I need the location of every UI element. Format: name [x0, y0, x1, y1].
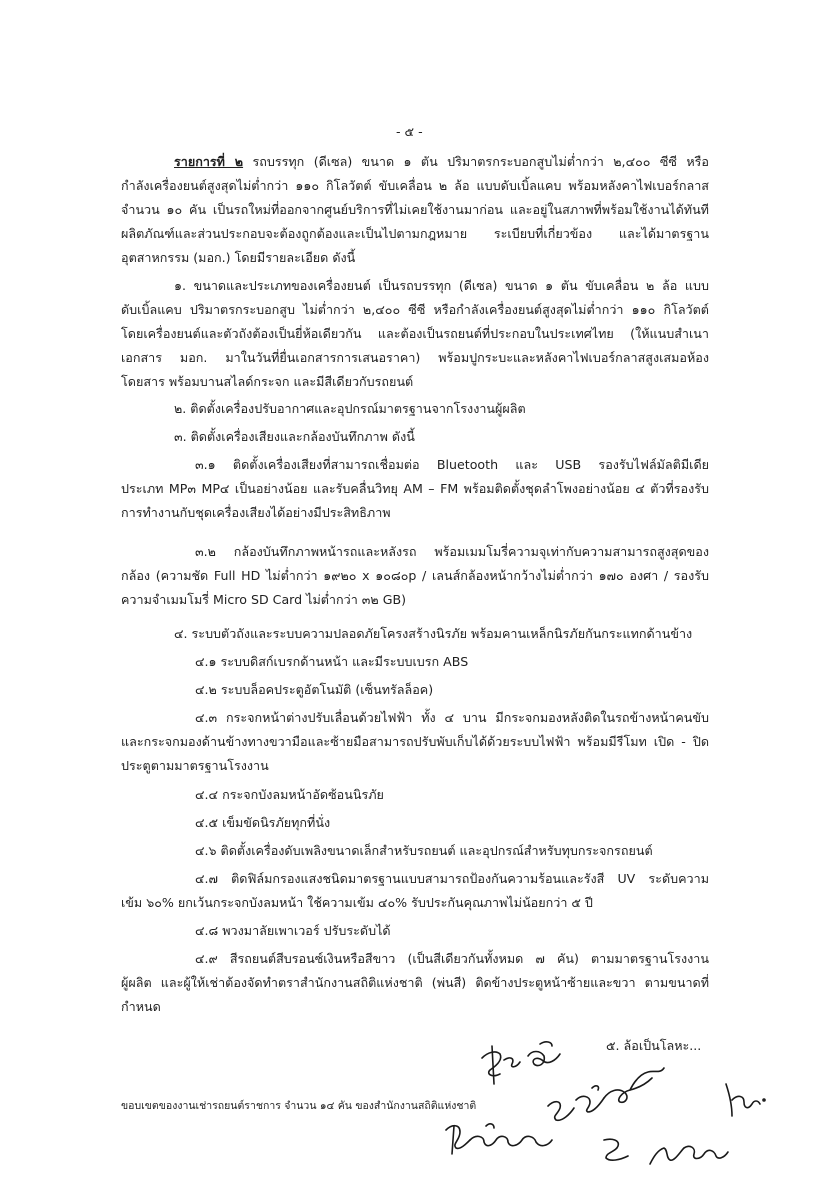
spec-4-7-line: เข้ม ๖๐% ยกเว้นกระจกบังลมหน้า ใช้ความเข้ม ๔๐% รับประกันคุณภาพไม่น้อยกว่า ๕ ปี [121, 895, 593, 910]
spec-1-line: ๑. ขนาดและประเภทของเครื่องยนต์ เป็นรถบรรทุก (ดีเซล) ขนาด ๑ ตัน ขับเคลื่อน ๒ ล้อ แบบ [174, 278, 709, 293]
spec-3-2-line: กล้อง (ความชัด Full HD ไม่ต่ำกว่า ๑๙๒๐ x ๑๐๘๐p / เลนส์กล้องหน้ากว้างไม่ต่ำกว่า ๑๗๐ องศา / รองรับ [121, 568, 709, 583]
spec-3-2-line: ความจำเมมโมรี่ Micro SD Card ไม่ต่ำกว่า ๓๒ GB) [121, 592, 407, 607]
spec-3-1-line: การทำงานกับชุดเครื่องเสียงได้อย่างมีประสิทธิภาพ [121, 505, 391, 520]
spec-4-6: ๔.๖ ติดตั้งเครื่องดับเพลิงขนาดเล็กสำหรับรถยนต์ และอุปกรณ์สำหรับทุบกระจกรถยนต์ [195, 843, 653, 858]
footer-text: ขอบเขตของงานเช่ารถยนต์ราชการ จำนวน ๑๔ คัน ของสำนักงานสถิติแห่งชาติ [121, 1100, 477, 1112]
spec-4-9-line: ๔.๙ สีรถยนต์สีบรอนซ์เงินหรือสีขาว (เป็นสีเดียวกันทั้งหมด ๗ คัน) ตามมาตรฐานโรงงาน [195, 951, 709, 966]
spec-4-7-line: ๔.๗ ติดฟิล์มกรองแสงชนิดมาตรฐานแบบสามารถป้องกันความร้อนและรังสี UV ระดับความ [195, 871, 709, 886]
spec-4-8: ๔.๘ พวงมาลัยเพาเวอร์ ปรับระดับได้ [195, 923, 391, 938]
spec-1-line: ดับเบิ้ลแคบ ปริมาตรกระบอกสูบ ไม่ต่ำกว่า ๒,๔๐๐ ซีซี หรือกำลังเครื่องยนต์สูงสุดไม่ต่ำกว่า ๑๑๐ กิโลวัตต์ [121, 302, 709, 317]
item-intro-line: ผลิตภัณฑ์และส่วนประกอบจะต้องถูกต้องและเป็นไปตามกฎหมาย ระเบียบที่เกี่ยวข้อง และได้มาตรฐาน [121, 226, 709, 241]
spec-4-1: ๔.๑ ระบบดิสก์เบรกด้านหน้า และมีระบบเบรก ABS [195, 654, 469, 669]
item-intro-line: จำนวน ๑๐ คัน เป็นรถใหม่ที่ออกจากศูนย์บริการที่ไม่เคยใช้งานมาก่อน และอยู่ในสภาพที่พร้อมใช้งานได้ทันที [121, 202, 709, 217]
spec-3-1-line: ประเภท MP๓ MP๔ เป็นอย่างน้อย และรับคลื่นวิทยุ AM – FM พร้อมติดตั้งชุดลำโพงอย่างน้อย ๔ ตัวที่รองรับ [121, 481, 709, 496]
item-intro-line: อุตสาหกรรม (มอก.) โดยมีรายละเอียด ดังนี้ [121, 250, 356, 265]
spec-3-1-line: ๓.๑ ติดตั้งเครื่องเสียงที่สามารถเชื่อมต่อ Bluetooth และ USB รองรับไฟล์มัลติมีเดีย [195, 457, 709, 472]
item-intro-first-line: รถบรรทุก (ดีเซล) ขนาด ๑ ตัน ปริมาตรกระบอกสูบไม่ต่ำกว่า ๒,๔๐๐ ซีซี หรือ [243, 154, 709, 169]
spec-4: ๔. ระบบตัวถังและระบบความปลอดภัยโครงสร้างนิรภัย พร้อมคานเหล็กนิรภัยกันกระแทกด้านข้าง [174, 626, 693, 641]
signature-4 [446, 1124, 552, 1154]
spec-1-line: เอกสาร มอก. มาในวันที่ยื่นเอกสารการเสนอราคา) พร้อมปูกระบะและหลังคาไฟเบอร์กลาสสูงเสมอห้อง [121, 350, 709, 365]
page-number: - ๕ - [396, 124, 423, 139]
spec-1-line: โดยเครื่องยนต์และตัวถังต้องเป็นยี่ห้อเดียวกัน และต้องเป็นรถยนต์ที่ประกอบในประเทศไทย (ให้แนบสำเนา [121, 326, 709, 341]
spec-4-9-line: กำหนด [121, 999, 161, 1014]
signature-6 [650, 1146, 728, 1164]
signature-2 [548, 1068, 664, 1120]
signature-3 [726, 1084, 765, 1116]
signature-5 [604, 1139, 628, 1160]
spec-4-3-line: ประตูตามมาตรฐานโรงงาน [121, 758, 269, 773]
continuation-note: ๕. ล้อเป็นโลหะ... [606, 1038, 702, 1053]
item-intro-line: กำลังเครื่องยนต์สูงสุดไม่ต่ำกว่า ๑๑๐ กิโลวัตต์ ขับเคลื่อน ๒ ล้อ แบบดับเบิ้ลแคบ พร้อมหลังคาไฟเบอร์กลาส [121, 178, 709, 193]
spec-4-5: ๔.๕ เข็มขัดนิรภัยทุกที่นั่ง [195, 815, 331, 830]
spec-4-3-line: ๔.๓ กระจกหน้าต่างปรับเลื่อนด้วยไฟฟ้า ทั้ง ๔ บาน มีกระจกมองหลังติดในรถข้างหน้าคนขับ [195, 710, 709, 725]
spec-4-3-line: และกระจกมองด้านข้างทางขวามือและซ้ายมือสามารถปรับพับเก็บได้ด้วยระบบไฟฟ้า พร้อมมีรีโมท เปิด - ปิด [121, 734, 709, 749]
item-heading-label: รายการที่ ๒ [174, 154, 244, 169]
signature-1 [482, 1042, 560, 1084]
spec-4-2: ๔.๒ ระบบล็อคประตูอัตโนมัติ (เซ็นทรัลล็อค) [195, 682, 434, 697]
spec-1-line: โดยสาร พร้อมบานสไลด์กระจก และมีสีเดียวกับรถยนต์ [121, 374, 414, 389]
spec-4-9-line: ผู้ผลิต และผู้ให้เช่าต้องจัดทำตราสำนักงานสถิติแห่งชาติ (พ่นสี) ติดข้างประตูหน้าซ้ายและขวา ตามขนาดที่ [121, 975, 709, 990]
spec-3: ๓. ติดตั้งเครื่องเสียงและกล้องบันทึกภาพ ดังนี้ [174, 429, 415, 444]
spec-4-4: ๔.๔ กระจกบังลมหน้าอัดซ้อนนิรภัย [195, 787, 384, 802]
spec-2: ๒. ติดตั้งเครื่องปรับอากาศและอุปกรณ์มาตรฐานจากโรงงานผู้ผลิต [174, 401, 526, 416]
spec-3-2-line: ๓.๒ กล้องบันทึกภาพหน้ารถและหลังรถ พร้อมเมมโมรี่ความจุเท่ากับความสามารถสูงสุดของ [195, 544, 709, 559]
